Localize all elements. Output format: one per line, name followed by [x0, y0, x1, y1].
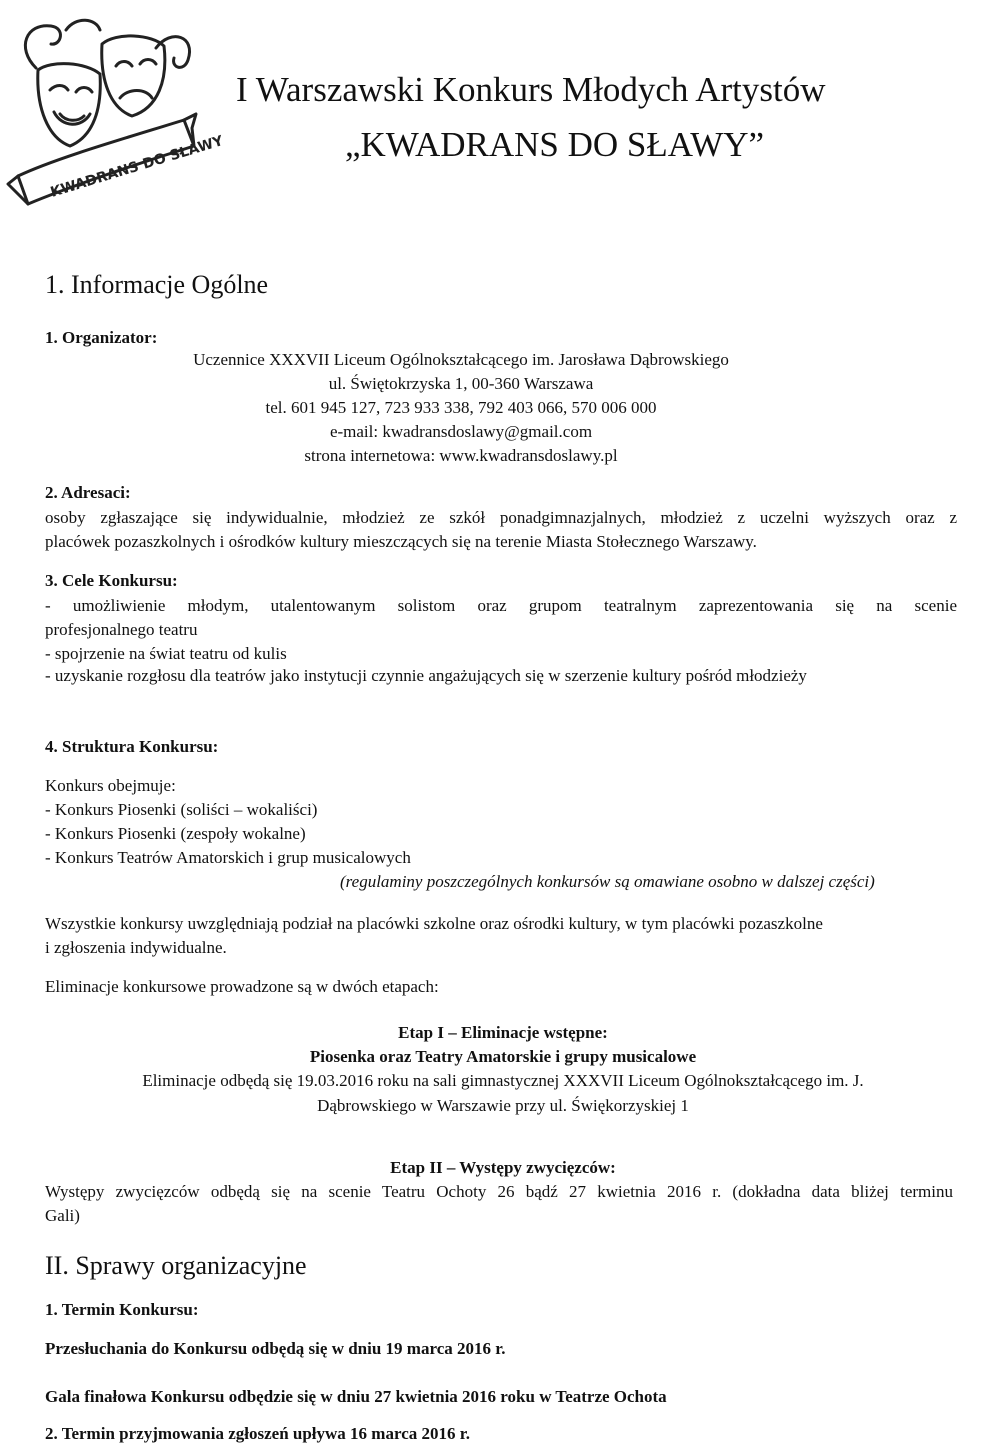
organizer-line: strona internetowa: www.kwadransdoslawy.pl: [304, 446, 618, 465]
structure-note: (regulaminy poszczególnych konkursów są omawiane osobno w dalszej części): [340, 872, 875, 891]
page-title: I Warszawski Konkurs Młodych Artystów: [236, 70, 826, 109]
organizer-line: tel. 601 945 127, 723 933 338, 792 403 066, 570 006 000: [265, 398, 657, 417]
section-heading: 1. Informacje Ogólne: [45, 270, 269, 299]
stages-intro: Eliminacje konkursowe prowadzone są w dwóch etapach:: [45, 977, 439, 996]
stage1-subtitle: Piosenka oraz Teatry Amatorskie i grupy musicalowe: [309, 1047, 697, 1066]
structure-intro: Konkurs obejmuje:: [45, 776, 176, 795]
deadline-text: 2. Termin przyjmowania zgłoszeń upływa 16 marca 2016 r.: [45, 1424, 470, 1443]
recipients-label: 2. Adresaci:: [45, 483, 131, 502]
gala-text: Gala finałowa Konkursu odbędzie się w dniu 27 kwietnia 2016 roku w Teatrze Ochota: [45, 1387, 667, 1406]
goals-item: profesjonalnego teatru: [45, 620, 198, 639]
goals-item: - umożliwienie młodym, utalentowanym solistom oraz grupom teatralnym zaprezentowania się na scenie: [45, 596, 957, 615]
structure-item: - Konkurs Teatrów Amatorskich i grup musicalowych: [45, 848, 411, 867]
stage2-title: Etap II – Występy zwycięzców:: [390, 1158, 616, 1177]
organizer-line: ul. Świętokrzyska 1, 00-360 Warszawa: [328, 374, 594, 393]
structure-paragraph: Wszystkie konkursy uwzględniają podział na placówki szkolne oraz ośrodki kultury, w tym placówki pozaszkolne: [45, 914, 823, 933]
stage2-text: Występy zwycięzców odbędą się na scenie Teatru Ochoty 26 bądź 27 kwietnia 2016 r. (dokładna data bliżej terminu: [45, 1182, 953, 1201]
organizer-line: Uczennice XXXVII Liceum Ogólnokształcącego im. Jarosława Dąbrowskiego: [193, 350, 729, 369]
recipients-text: placówek pozaszkolnych i ośrodków kultury mieszczących się na terenie Miasta Stołecznego Warszawy.: [45, 532, 757, 551]
goals-item: - uzyskanie rozgłosu dla teatrów jako instytucji czynnie angażujących się w szerzenie kultury pośród młodzieży: [45, 666, 807, 685]
logo: [6, 8, 226, 214]
logo-ribbon-text: KWADRANS DO SŁAWY: [48, 133, 226, 201]
auditions-text: Przesłuchania do Konkursu odbędą się w dniu 19 marca 2016 r.: [45, 1339, 506, 1358]
organizer-label: 1. Organizator:: [45, 328, 158, 347]
page-subtitle: „KWADRANS DO SŁAWY”: [345, 125, 765, 164]
organizer-line: e-mail: kwadransdoslawy@gmail.com: [329, 422, 593, 441]
theatre-masks-logo-icon: [6, 8, 226, 214]
stage2-text: Gali): [45, 1206, 80, 1225]
structure-label: 4. Struktura Konkursu:: [45, 737, 219, 756]
section-heading: II. Sprawy organizacyjne: [45, 1251, 307, 1280]
stage1-title: Etap I – Eliminacje wstępne:: [398, 1023, 608, 1042]
stage1-text: Dąbrowskiego w Warszawie przy ul. Świękorzyskiej 1: [317, 1096, 689, 1115]
goals-label: 3. Cele Konkursu:: [45, 571, 178, 590]
goals-item: - spojrzenie na świat teatru od kulis: [45, 644, 287, 663]
structure-item: - Konkurs Piosenki (soliści – wokaliści): [45, 800, 318, 819]
term-label: 1. Termin Konkursu:: [45, 1300, 199, 1319]
structure-paragraph: i zgłoszenia indywidualne.: [45, 938, 227, 957]
structure-item: - Konkurs Piosenki (zespoły wokalne): [45, 824, 306, 843]
stage1-text: Eliminacje odbędą się 19.03.2016 roku na sali gimnastycznej XXXVII Liceum Ogólnokształcącego im. J.: [142, 1071, 864, 1090]
recipients-text: osoby zgłaszające się indywidualnie, młodzież ze szkół ponadgimnazjalnych, młodzież z uczelni wyższych oraz z: [45, 508, 957, 527]
